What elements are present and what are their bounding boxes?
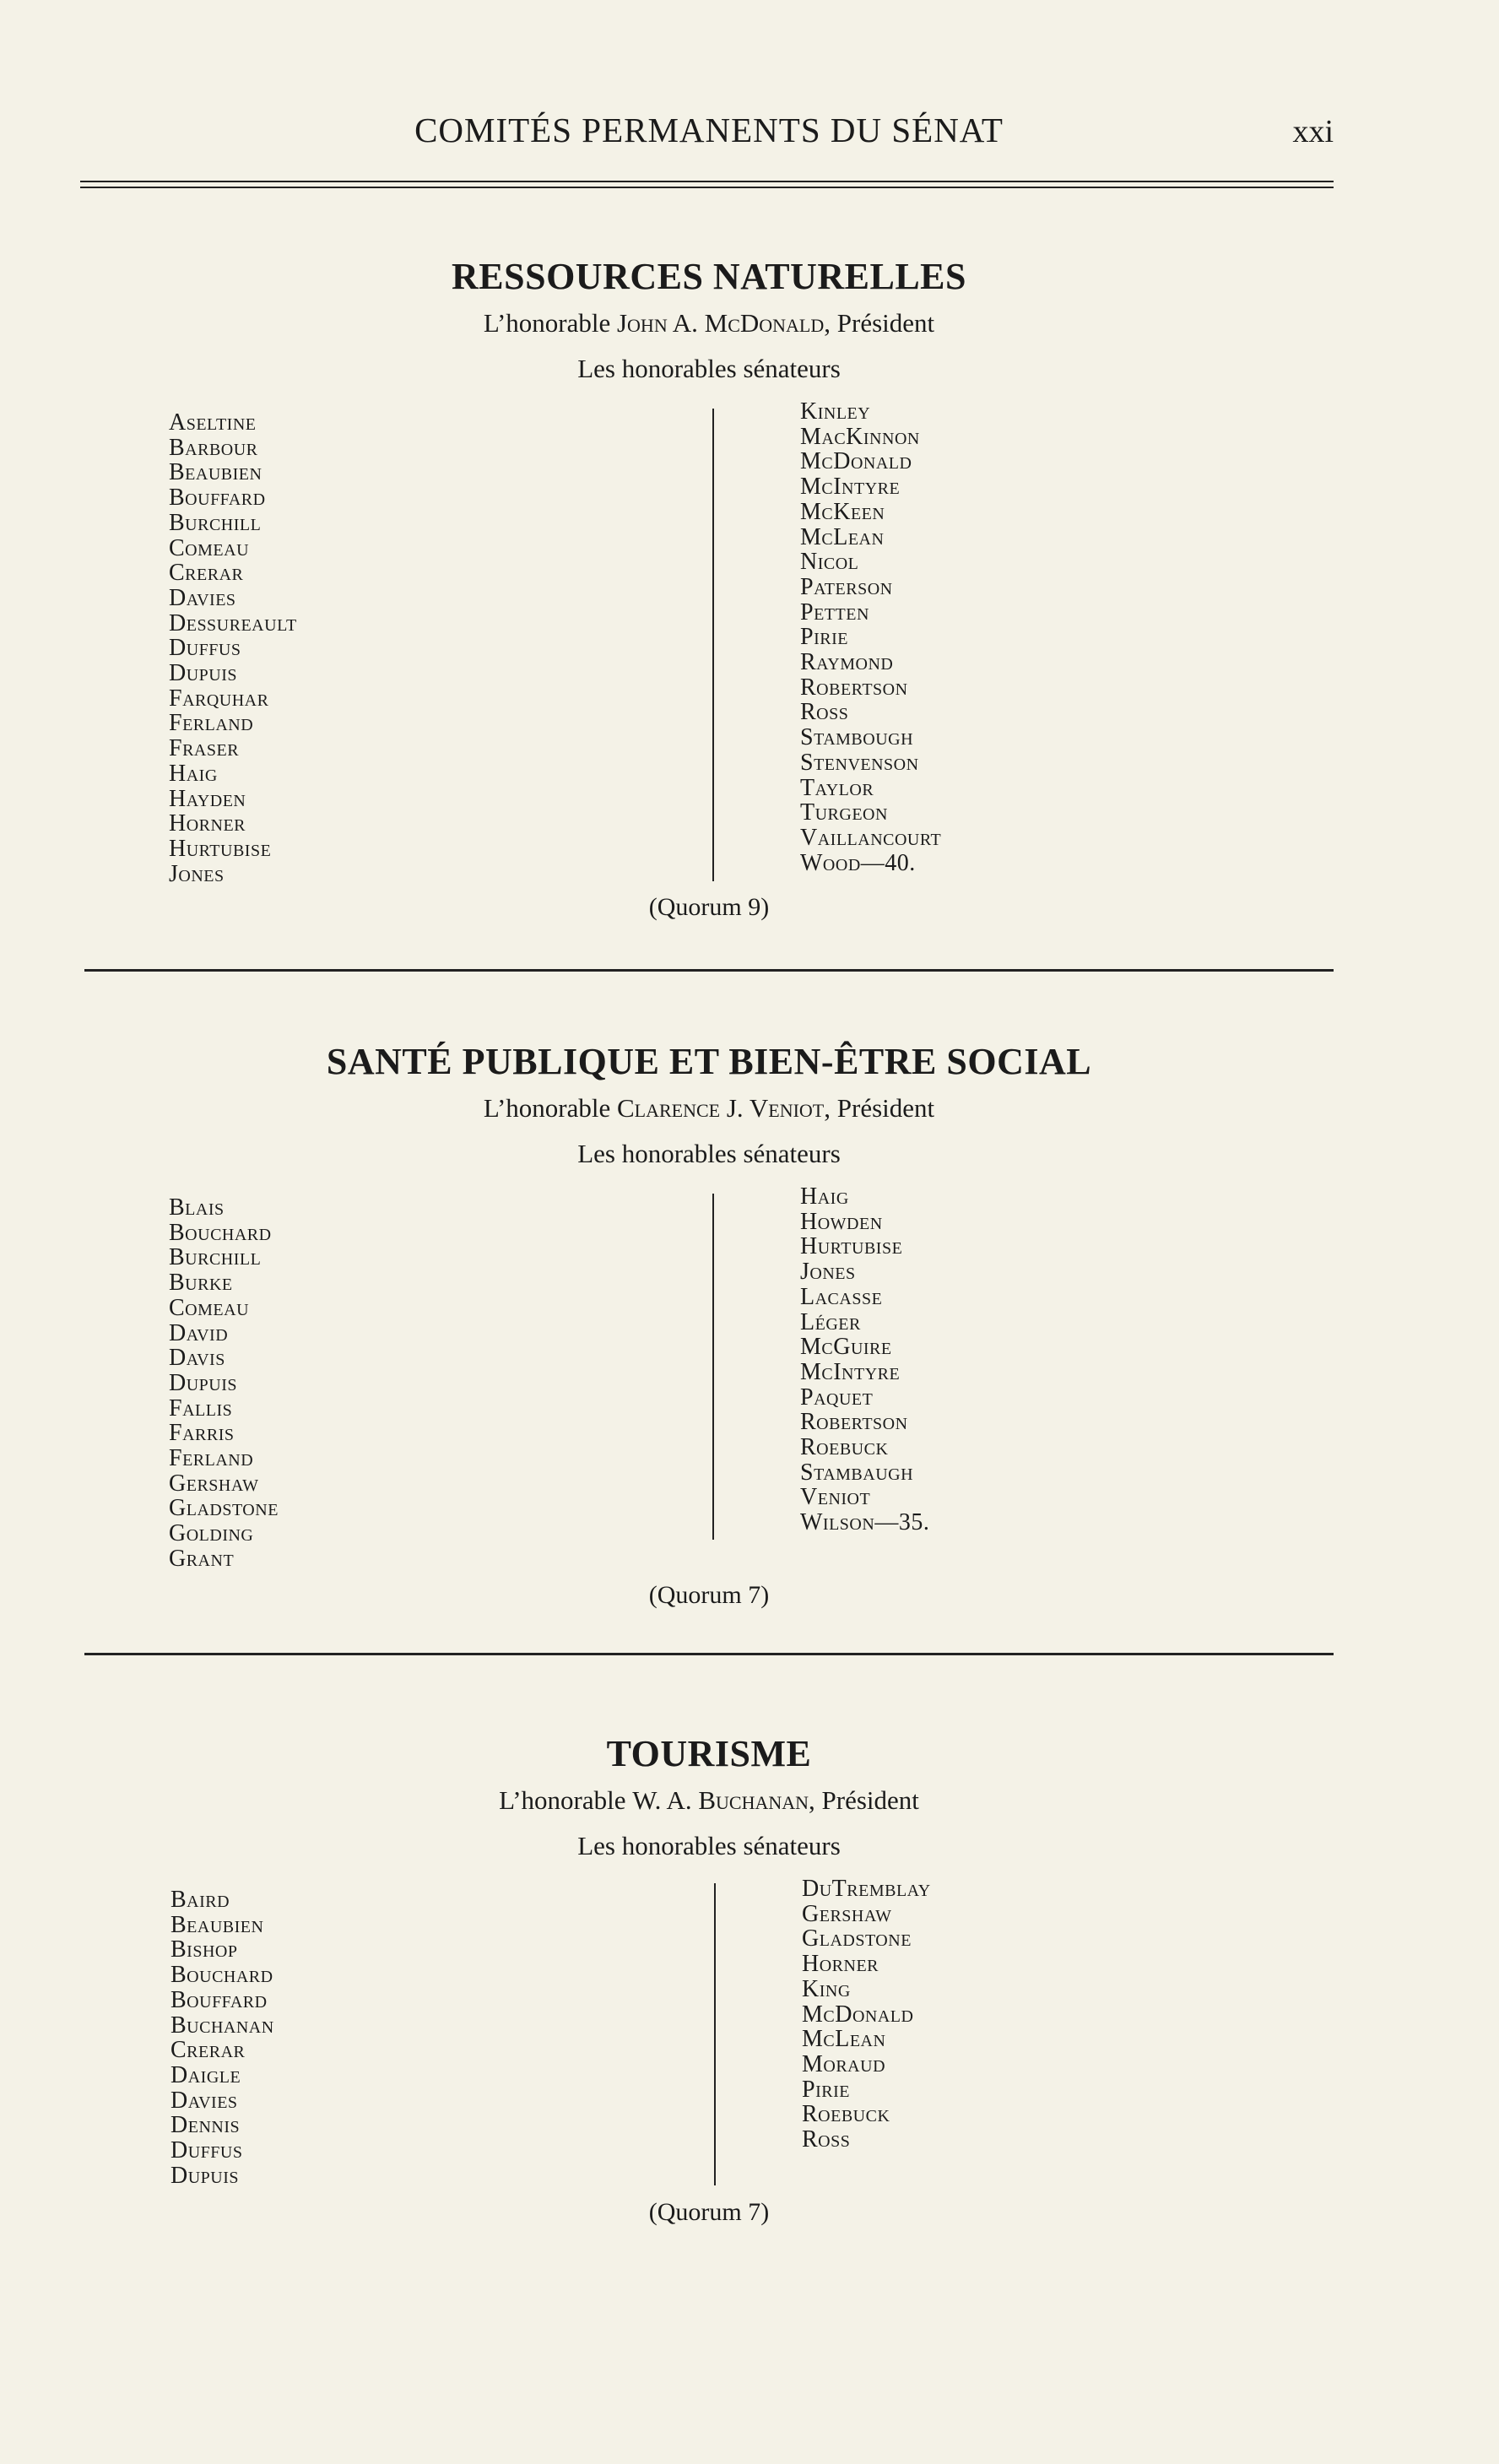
senator-name: Paterson	[800, 573, 893, 600]
senator-name: McIntyre	[800, 474, 901, 501]
committee-chair	[84, 1093, 1334, 1124]
quorum: (Quorum 7)	[648, 2198, 770, 2226]
senator-name: Horner	[169, 810, 246, 837]
chair-name: W. A. Buchanan	[632, 1785, 809, 1815]
senator-name: DuTremblay	[802, 1876, 931, 1902]
senator-name: Stenvenson	[800, 749, 919, 776]
senator-name: Moraud	[802, 2050, 886, 2077]
senator-list-right	[800, 399, 941, 875]
senator-name: Haig	[169, 760, 218, 787]
senator-name: Dessureault	[169, 609, 297, 636]
senator-name: Roebuck	[802, 2101, 890, 2128]
committee-section	[84, 1040, 1334, 1169]
committee-chair	[84, 308, 1334, 338]
section-rule	[84, 969, 1334, 972]
senator-name: Bouffard	[169, 485, 266, 512]
senator-name: Duffus	[170, 2137, 243, 2164]
chair-suffix: , Président	[824, 308, 935, 338]
senator-name: Duffus	[169, 635, 241, 662]
senator-list-left	[170, 1887, 274, 2188]
committee-section	[84, 1732, 1334, 1861]
senator-name: Bishop	[170, 1936, 238, 1963]
senator-name: Bouchard	[169, 1219, 272, 1246]
column-divider	[712, 1194, 714, 1540]
senator-name: Wood—40.	[800, 849, 916, 876]
senator-name: Gladstone	[169, 1495, 279, 1522]
senator-name: Aseltine	[169, 409, 257, 436]
senator-name: McDonald	[802, 2001, 914, 2028]
senator-name: Haig	[800, 1183, 849, 1210]
senator-name: McIntyre	[800, 1358, 901, 1385]
chair-name: Clarence J. Veniot	[617, 1093, 825, 1123]
senator-name: Léger	[800, 1308, 861, 1335]
senator-name: Robertson	[800, 1409, 908, 1436]
senator-name: Fallis	[169, 1394, 233, 1422]
chair-prefix: L’honorable	[499, 1785, 626, 1815]
senator-name: Raymond	[800, 649, 894, 676]
senator-name: Pirie	[800, 624, 848, 651]
senator-name: MacKinnon	[800, 423, 920, 450]
header-double-rule	[80, 181, 1334, 188]
committee-chair	[84, 1785, 1334, 1816]
chair-prefix: L’honorable	[483, 308, 611, 338]
senator-name: Hurtubise	[169, 835, 272, 862]
senator-name: Burke	[169, 1270, 233, 1297]
column-divider	[714, 1883, 716, 2185]
senator-name: Taylor	[800, 774, 874, 801]
senator-name: King	[802, 1975, 851, 2002]
column-divider	[712, 409, 714, 881]
section-rule	[84, 1653, 1334, 1655]
senator-name: McKeen	[800, 498, 885, 525]
senator-name: Crerar	[169, 560, 244, 587]
senator-name: Farris	[169, 1420, 235, 1447]
senator-name: Hurtubise	[800, 1233, 903, 1260]
senator-name: Ross	[800, 699, 849, 726]
senators-label: Les honorables sénateurs	[577, 1139, 841, 1168]
senator-name: Dupuis	[169, 660, 238, 687]
senator-name: Gershaw	[169, 1470, 259, 1497]
senator-name: Ferland	[169, 710, 254, 737]
senator-name: Comeau	[169, 1294, 250, 1321]
senator-name: Buchanan	[170, 2012, 274, 2039]
senator-name: Turgeon	[800, 799, 888, 826]
senator-name: Jones	[800, 1259, 856, 1286]
senator-name: Robertson	[800, 674, 908, 701]
senator-name: Howden	[800, 1208, 883, 1235]
senator-name: Stambough	[800, 724, 914, 751]
senator-name: David	[169, 1319, 229, 1346]
senator-name: Davies	[169, 584, 236, 611]
senator-name: Gladstone	[802, 1925, 912, 1952]
senator-name: Beaubien	[170, 1911, 264, 1938]
senator-name: Veniot	[800, 1484, 871, 1511]
senator-name: Jones	[169, 860, 225, 887]
senator-name: McLean	[802, 2026, 886, 2053]
running-head	[84, 110, 1334, 160]
senator-name: Dennis	[170, 2112, 241, 2139]
senator-name: McGuire	[800, 1334, 892, 1361]
senator-name: Beaubien	[169, 459, 262, 486]
senator-name: Davies	[170, 2087, 238, 2114]
quorum: (Quorum 9)	[648, 893, 770, 921]
senator-name: Baird	[170, 1887, 230, 1913]
senator-name: Burchill	[169, 509, 262, 536]
senator-name: Ferland	[169, 1445, 254, 1472]
senator-name: Ross	[802, 2126, 851, 2153]
senator-list-left	[169, 410, 297, 886]
chair-name: John A. McDonald	[616, 308, 825, 338]
chair-suffix: , Président	[809, 1785, 919, 1815]
senator-list-right	[802, 1876, 931, 2153]
senator-name: Dupuis	[169, 1369, 238, 1396]
senator-name: Wilson—35.	[800, 1509, 930, 1536]
senator-name: Comeau	[169, 534, 250, 561]
committee-section	[84, 255, 1334, 384]
senator-list-right	[800, 1184, 929, 1535]
senator-name: Farquhar	[169, 685, 269, 712]
senators-label: Les honorables sénateurs	[577, 354, 841, 383]
senators-label: Les honorables sénateurs	[577, 1831, 841, 1860]
senator-name: Lacasse	[800, 1283, 883, 1310]
senator-name: Grant	[169, 1545, 235, 1572]
committee-title: SANTÉ PUBLIQUE ET BIEN-ÊTRE SOCIAL	[326, 1041, 1092, 1082]
senator-name: Crerar	[170, 2037, 246, 2064]
senator-name: Gershaw	[802, 1900, 892, 1927]
senator-name: Fraser	[169, 735, 240, 762]
senator-name: Golding	[169, 1520, 254, 1547]
senator-name: Stambaugh	[800, 1459, 914, 1486]
quorum: (Quorum 7)	[648, 1581, 770, 1609]
senator-name: Burchill	[169, 1244, 262, 1271]
senator-name: Hayden	[169, 785, 246, 812]
committee-title: RESSOURCES NATURELLES	[452, 256, 966, 297]
senator-name: Blais	[169, 1194, 225, 1221]
senator-list-left	[169, 1195, 279, 1572]
senator-name: Nicol	[800, 549, 859, 576]
senator-name: Petten	[800, 598, 869, 625]
senator-name: McLean	[800, 523, 885, 550]
senator-name: Vaillancourt	[800, 824, 942, 851]
senator-name: Daigle	[170, 2061, 241, 2088]
senator-name: Roebuck	[800, 1434, 889, 1461]
senator-name: Barbour	[169, 434, 258, 461]
running-title: COMITÉS PERMANENTS DU SÉNAT	[414, 111, 1004, 149]
chair-prefix: L’honorable	[483, 1093, 611, 1123]
senator-name: Davis	[169, 1345, 225, 1372]
senator-name: Bouchard	[170, 1962, 273, 1989]
senator-name: Bouffard	[170, 1986, 268, 2013]
page-number: xxi	[1292, 114, 1334, 149]
senator-name: Horner	[802, 1951, 879, 1978]
senator-name: Kinley	[800, 398, 871, 425]
senator-name: McDonald	[800, 448, 912, 475]
senator-name: Pirie	[802, 2076, 850, 2103]
senator-name: Dupuis	[170, 2162, 240, 2189]
chair-suffix: , Président	[824, 1093, 935, 1123]
committee-title: TOURISME	[606, 1733, 812, 1774]
senator-name: Paquet	[800, 1384, 874, 1411]
